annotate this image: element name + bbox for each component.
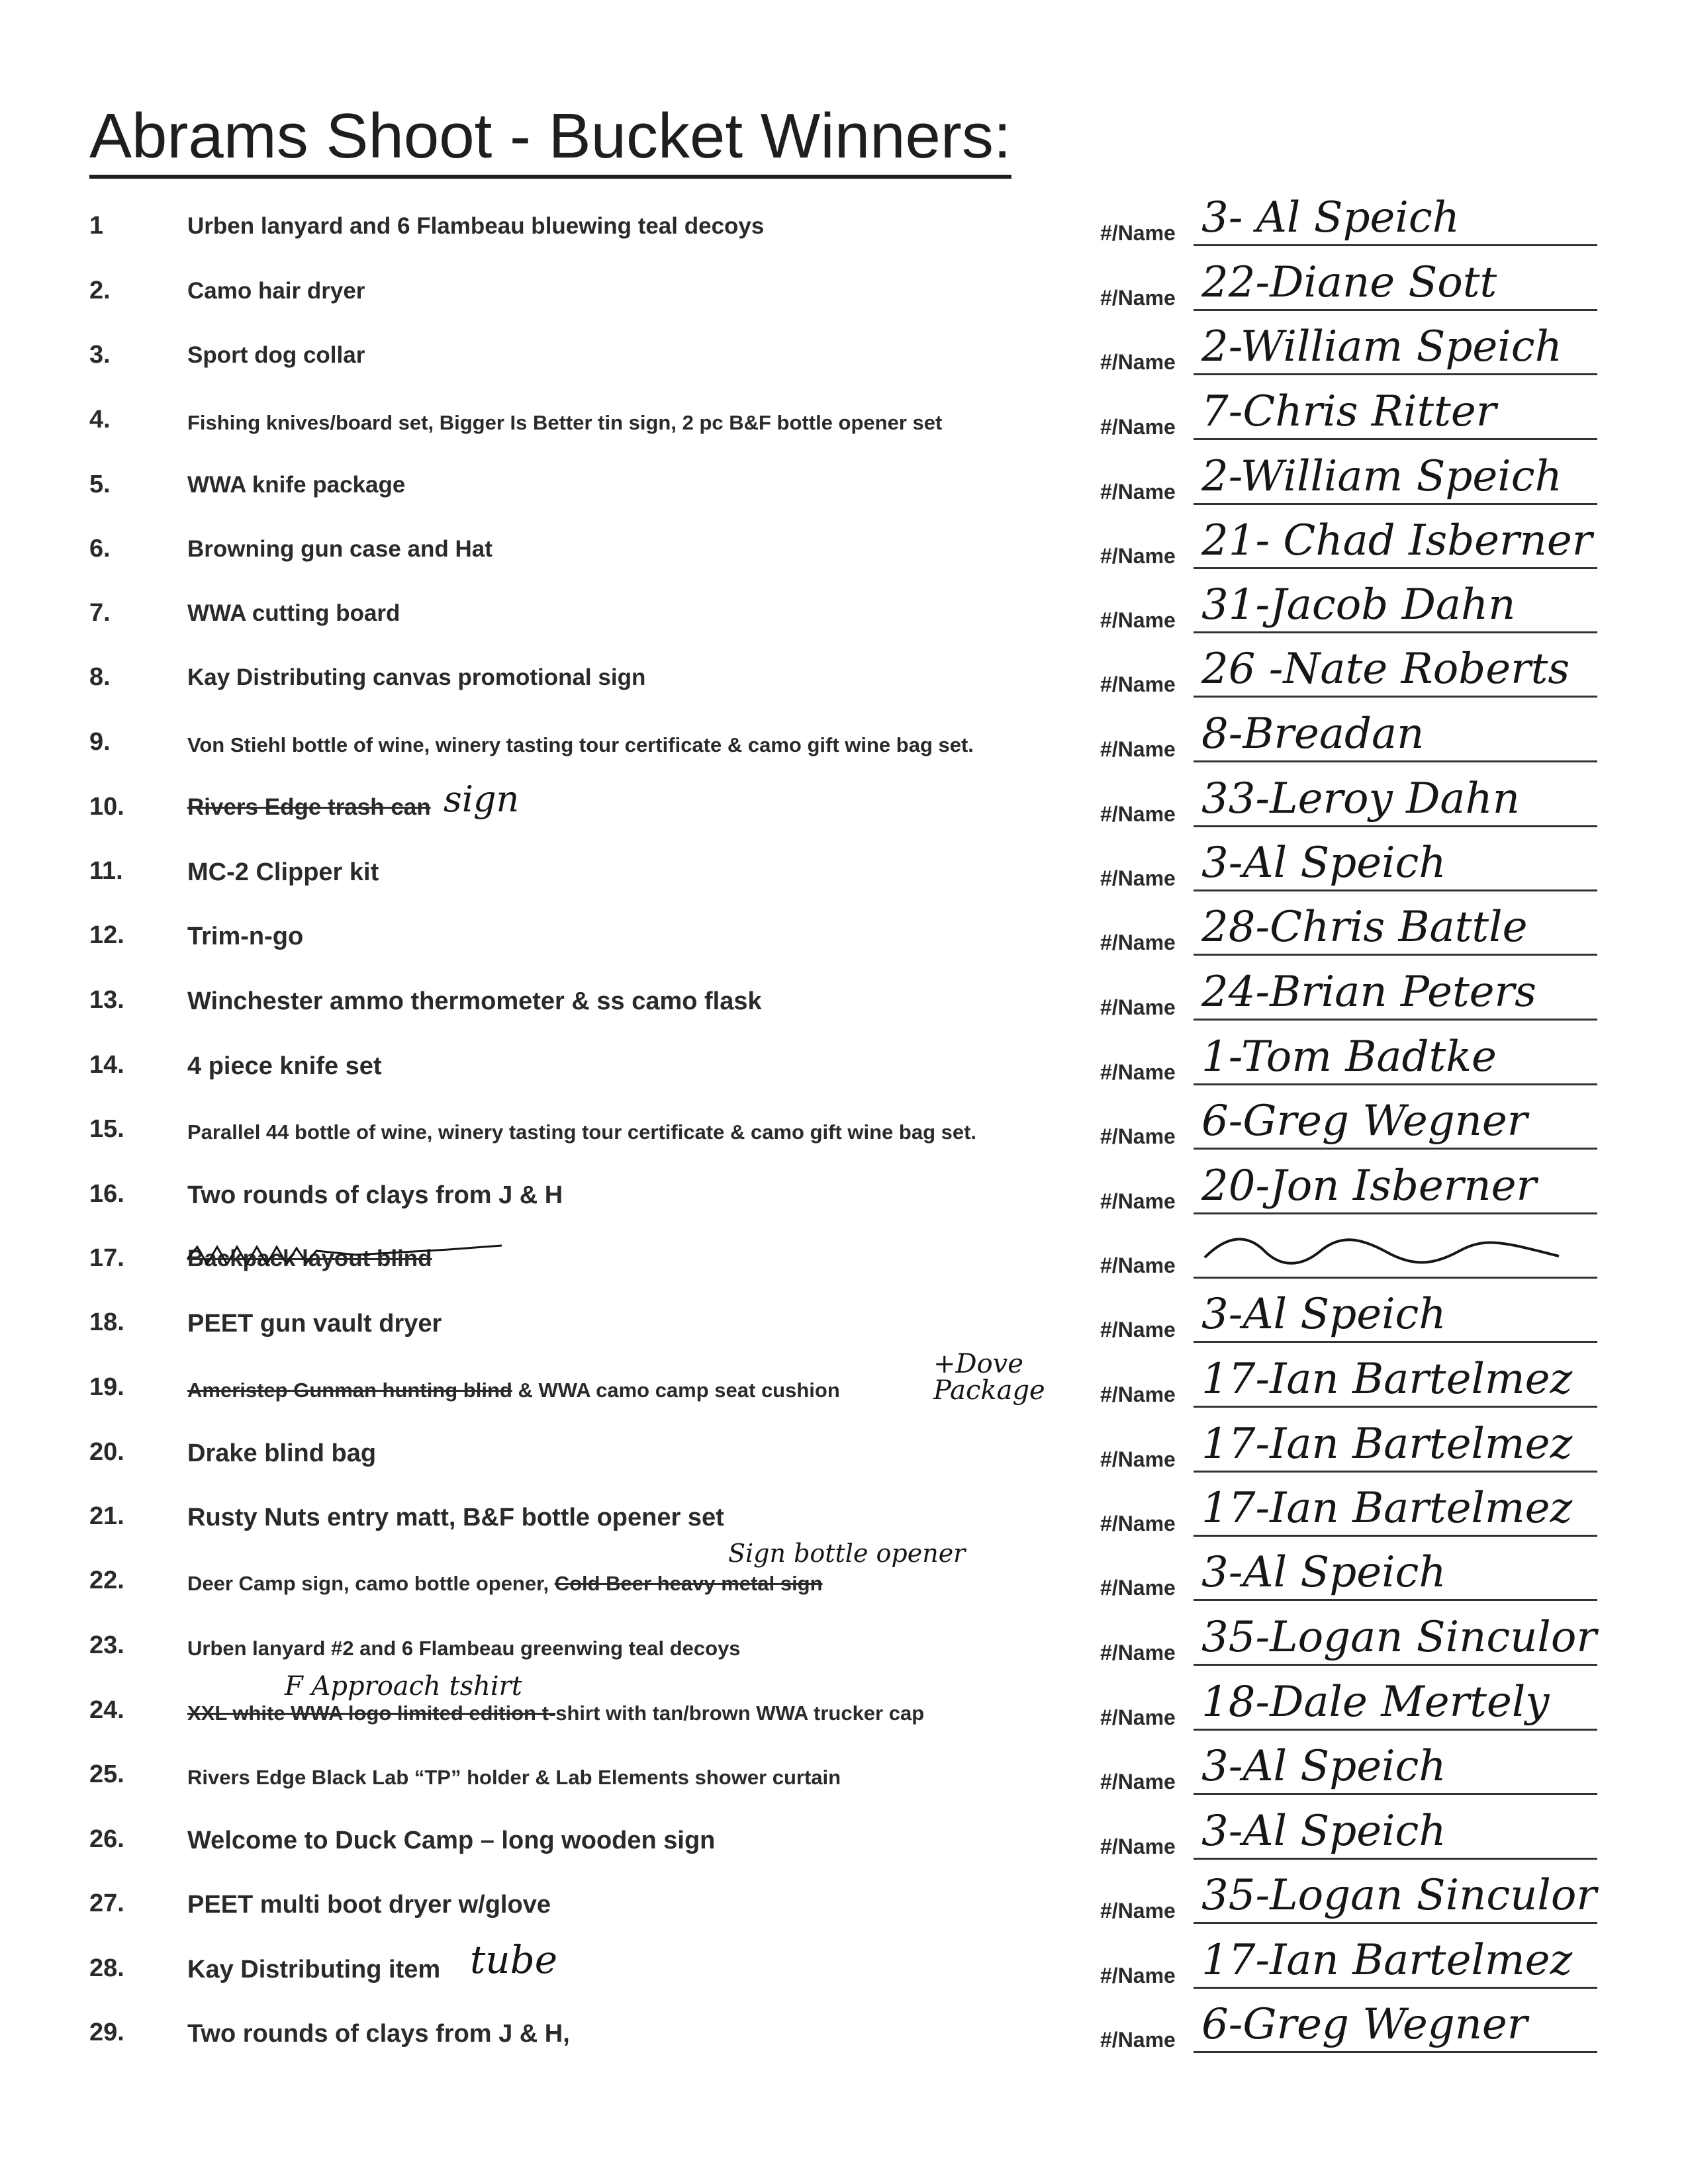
item-number: 19. xyxy=(89,1373,124,1401)
prize-text: PEET multi boot dryer w/glove xyxy=(187,1891,551,1919)
prize-description xyxy=(187,1439,376,1468)
handwritten-note: sign xyxy=(444,778,520,820)
prize-description xyxy=(187,1379,840,1402)
name-line xyxy=(1194,309,1597,311)
winner-name: 17-Ian Bartelmez xyxy=(1201,1355,1573,1404)
winner-name: 26 -Nate Roberts xyxy=(1201,645,1570,694)
name-line xyxy=(1194,954,1597,956)
prize-description xyxy=(187,536,492,563)
name-line xyxy=(1194,1535,1597,1537)
prize-text: Rusty Nuts entry matt, B&F bottle opener set xyxy=(187,1504,724,1531)
struck-text: Cold Beer heavy metal sign xyxy=(554,1572,823,1595)
name-line xyxy=(1194,1341,1597,1343)
name-label: #/Name xyxy=(1100,866,1176,890)
list-row xyxy=(0,387,1688,452)
prize-text: Deer Camp sign, camo bottle opener, xyxy=(187,1572,555,1595)
item-number: 25. xyxy=(89,1760,124,1788)
name-label: #/Name xyxy=(1100,1189,1176,1213)
name-line xyxy=(1194,1599,1597,1601)
prize-text: Welcome to Duck Camp – long wooden sign xyxy=(187,1827,716,1854)
prize-description xyxy=(187,1572,823,1596)
item-number: 21. xyxy=(89,1502,124,1530)
winner-name: 3-Al Speich xyxy=(1201,1548,1446,1597)
item-number: 27. xyxy=(89,1889,124,1917)
winner-name: 3-Al Speich xyxy=(1201,1807,1446,1856)
winner-name: 35-Logan Sinculor xyxy=(1201,1613,1597,1662)
name-line xyxy=(1194,760,1597,762)
prize-text: Drake blind bag xyxy=(187,1439,377,1467)
winner-name: 28-Chris Battle xyxy=(1201,903,1528,952)
list-row xyxy=(0,322,1688,387)
name-line xyxy=(1194,503,1597,505)
item-number: 1 xyxy=(89,212,104,240)
list-row xyxy=(0,1290,1688,1355)
name-label: #/Name xyxy=(1100,1576,1176,1600)
prize-description xyxy=(187,278,365,304)
item-number: 2. xyxy=(89,277,111,304)
name-line xyxy=(1194,567,1597,569)
name-label: #/Name xyxy=(1100,350,1176,374)
winner-name: 6-Greg Wegner xyxy=(1201,1097,1528,1146)
name-line xyxy=(1194,1019,1597,1021)
prize-description xyxy=(187,2020,570,2048)
prize-description xyxy=(187,664,645,691)
item-number: 6. xyxy=(89,535,111,563)
winner-name: 8-Breadan xyxy=(1201,709,1425,758)
prize-description xyxy=(187,600,400,627)
prize-description xyxy=(187,342,365,369)
item-number: 18. xyxy=(89,1308,124,1336)
prize-description xyxy=(187,858,379,887)
name-line xyxy=(1194,438,1597,440)
list-row xyxy=(0,1097,1688,1161)
name-line xyxy=(1194,1406,1597,1408)
prize-text: Kay Distributing canvas promotional sign xyxy=(187,664,646,690)
name-label: #/Name xyxy=(1100,1770,1176,1794)
list-row xyxy=(0,1671,1688,1743)
name-line xyxy=(1194,1471,1597,1473)
prize-text: Kay Distributing item xyxy=(187,1956,441,1983)
winner-name: 3- Al Speich xyxy=(1201,193,1460,242)
struck-text: XXL white WWA logo limited edition t- xyxy=(187,1702,556,1725)
name-line xyxy=(1194,244,1597,246)
name-line xyxy=(1194,1277,1597,1279)
list-row xyxy=(0,709,1688,774)
name-line xyxy=(1194,1858,1597,1860)
item-number: 10. xyxy=(89,793,124,821)
name-label: #/Name xyxy=(1100,544,1176,568)
prize-text: 4 piece knife set xyxy=(187,1052,382,1080)
list-row xyxy=(0,1539,1688,1613)
prize-text: Von Stiehl bottle of wine, winery tasting tour certificate & camo gift wine bag set. xyxy=(187,733,974,756)
prize-description xyxy=(187,1827,715,1855)
name-label: #/Name xyxy=(1100,1447,1176,1471)
item-number: 22. xyxy=(89,1567,124,1594)
prize-text: Sport dog collar xyxy=(187,342,365,368)
name-line xyxy=(1194,631,1597,633)
list-row xyxy=(0,839,1688,903)
name-label: #/Name xyxy=(1100,1512,1176,1535)
prize-text: shirt with tan/brown WWA trucker cap xyxy=(555,1702,925,1725)
item-number: 9. xyxy=(89,728,111,756)
winner-name: 31-Jacob Dahn xyxy=(1201,580,1516,629)
list-row xyxy=(0,1613,1688,1678)
winner-name: 17-Ian Bartelmez xyxy=(1201,1420,1573,1469)
list-row xyxy=(0,1032,1688,1097)
handwritten-note: +Dove Package xyxy=(933,1349,1045,1406)
prize-description xyxy=(187,987,762,1016)
name-line xyxy=(1194,1729,1597,1731)
prize-text: Browning gun case and Hat xyxy=(187,536,492,562)
winner-name: 3-Al Speich xyxy=(1201,839,1446,887)
winner-name: 35-Logan Sinculor xyxy=(1201,1871,1597,1920)
list-row xyxy=(0,1226,1688,1291)
prize-text: Two rounds of clays from J & H, xyxy=(187,2020,570,2048)
name-label: #/Name xyxy=(1100,1124,1176,1148)
item-number: 17. xyxy=(89,1244,124,1272)
prize-description xyxy=(187,411,942,435)
handwritten-note: Sign bottle opener xyxy=(728,1539,966,1568)
name-line xyxy=(1194,1083,1597,1085)
item-number: 7. xyxy=(89,599,111,627)
name-label: #/Name xyxy=(1100,672,1176,696)
name-line xyxy=(1194,1793,1597,1795)
name-label: #/Name xyxy=(1100,2028,1176,2052)
item-number: 23. xyxy=(89,1631,124,1659)
winner-name: 20-Jon Isberner xyxy=(1201,1161,1537,1210)
prize-text: Fishing knives/board set, Bigger Is Better tin sign, 2 pc B&F bottle opener set xyxy=(187,411,943,434)
list-row xyxy=(0,1807,1688,1872)
name-label: #/Name xyxy=(1100,286,1176,310)
list-row xyxy=(0,193,1688,258)
prize-text: Two rounds of clays from J & H xyxy=(187,1181,563,1209)
name-line xyxy=(1194,825,1597,827)
prize-text: Urben lanyard and 6 Flambeau bluewing teal decoys xyxy=(187,213,765,239)
list-row xyxy=(0,516,1688,581)
prize-text: Winchester ammo thermometer & ss camo flask xyxy=(187,987,762,1015)
name-line xyxy=(1194,1987,1597,1989)
winner-name: 3-Al Speich xyxy=(1201,1290,1446,1339)
list-row xyxy=(0,258,1688,323)
name-label: #/Name xyxy=(1100,1383,1176,1406)
prize-description xyxy=(187,1504,724,1532)
item-number: 5. xyxy=(89,471,111,498)
name-line xyxy=(1194,1148,1597,1150)
name-line xyxy=(1194,696,1597,698)
item-number: 15. xyxy=(89,1115,124,1143)
name-label: #/Name xyxy=(1100,1253,1176,1277)
name-label: #/Name xyxy=(1100,608,1176,632)
list-row xyxy=(0,1742,1688,1807)
name-line xyxy=(1194,889,1597,891)
item-number: 29. xyxy=(89,2019,124,2046)
name-label: #/Name xyxy=(1100,1641,1176,1664)
item-number: 20. xyxy=(89,1438,124,1466)
name-label: #/Name xyxy=(1100,995,1176,1019)
prize-description xyxy=(187,1766,841,1790)
winner-name: 24-Brian Peters xyxy=(1201,968,1536,1017)
list-row xyxy=(0,903,1688,968)
prize-description xyxy=(187,794,431,821)
winner-name: 17-Ian Bartelmez xyxy=(1201,1484,1573,1533)
name-label: #/Name xyxy=(1100,480,1176,504)
winner-name: 1-Tom Badtke xyxy=(1201,1032,1497,1081)
scribble-mark xyxy=(184,1239,515,1279)
name-line xyxy=(1194,373,1597,375)
name-label: #/Name xyxy=(1100,802,1176,826)
list-row xyxy=(0,1420,1688,1484)
name-label: #/Name xyxy=(1100,1835,1176,1858)
list-row xyxy=(0,774,1688,839)
name-line xyxy=(1194,1212,1597,1214)
winner-name: 18-Dale Mertely xyxy=(1201,1678,1550,1727)
prize-description xyxy=(187,1702,924,1725)
prize-description xyxy=(187,1310,442,1338)
winner-name: 21- Chad Isberner xyxy=(1201,516,1593,565)
name-label: #/Name xyxy=(1100,1899,1176,1923)
prize-description xyxy=(187,1181,563,1210)
name-line xyxy=(1194,1664,1597,1666)
winner-name: 3-Al Speich xyxy=(1201,1742,1446,1791)
prize-text: WWA cutting board xyxy=(187,600,400,626)
list-row xyxy=(0,452,1688,517)
prize-description xyxy=(187,1637,741,1661)
handwritten-note: F Approach tshirt xyxy=(285,1671,522,1702)
winner-name: 33-Leroy Dahn xyxy=(1201,774,1520,823)
prize-text: Parallel 44 bottle of wine, winery tasting tour certificate & camo gift wine bag set. xyxy=(187,1120,977,1144)
item-number: 26. xyxy=(89,1825,124,1853)
prize-description xyxy=(187,733,974,757)
prize-text: MC-2 Clipper kit xyxy=(187,858,379,886)
list-row xyxy=(0,1936,1688,2001)
name-label: #/Name xyxy=(1100,931,1176,954)
list-row xyxy=(0,580,1688,645)
name-line xyxy=(1194,1922,1597,1924)
prize-text: Urben lanyard #2 and 6 Flambeau greenwing teal decoys xyxy=(187,1637,741,1660)
name-label: #/Name xyxy=(1100,1964,1176,1987)
struck-text: Ameristep Gunman hunting blind xyxy=(187,1379,512,1402)
name-label: #/Name xyxy=(1100,221,1176,245)
winner-name: 6-Greg Wegner xyxy=(1201,2000,1528,2049)
prize-description xyxy=(187,1052,382,1081)
name-label: #/Name xyxy=(1100,1706,1176,1729)
winner-name: 17-Ian Bartelmez xyxy=(1201,1936,1573,1985)
list-row xyxy=(0,968,1688,1032)
winner-name: 2-William Speich xyxy=(1201,322,1562,371)
prize-description xyxy=(187,923,303,951)
prize-description xyxy=(187,1120,976,1144)
item-number: 11. xyxy=(89,857,123,885)
scribble-mark xyxy=(1201,1231,1572,1271)
item-number: 28. xyxy=(89,1954,124,1982)
prize-text: & WWA camo camp seat cushion xyxy=(512,1379,840,1402)
item-number: 14. xyxy=(89,1051,124,1079)
name-line xyxy=(1194,2051,1597,2053)
prize-description xyxy=(187,1891,551,1919)
prize-description xyxy=(187,213,764,240)
struck-text: Rivers Edge trash can xyxy=(187,794,431,820)
name-label: #/Name xyxy=(1100,737,1176,761)
name-label: #/Name xyxy=(1100,1060,1176,1084)
list-row xyxy=(0,1161,1688,1226)
handwritten-note: tube xyxy=(470,1937,558,1982)
item-number: 8. xyxy=(89,663,111,691)
list-row xyxy=(0,645,1688,709)
item-number: 12. xyxy=(89,921,124,949)
item-number: 13. xyxy=(89,986,124,1014)
winner-name: 22-Diane Sott xyxy=(1201,258,1497,307)
item-number: 3. xyxy=(89,341,111,369)
item-number: 24. xyxy=(89,1696,124,1724)
name-label: #/Name xyxy=(1100,1318,1176,1342)
prize-text: Rivers Edge Black Lab “TP” holder & Lab Elements shower curtain xyxy=(187,1766,841,1789)
winner-name: 2-William Speich xyxy=(1201,452,1562,501)
page-title: Abrams Shoot - Bucket Winners: xyxy=(89,99,1011,179)
list-row xyxy=(0,2000,1688,2065)
prize-description xyxy=(187,472,405,498)
prize-text: WWA knife package xyxy=(187,472,406,498)
item-number: 4. xyxy=(89,406,111,433)
prize-text: Camo hair dryer xyxy=(187,278,365,304)
name-label: #/Name xyxy=(1100,415,1176,439)
item-number: 16. xyxy=(89,1180,124,1208)
prize-text: PEET gun vault dryer xyxy=(187,1310,442,1338)
list-row xyxy=(0,1871,1688,1936)
winner-name: 7-Chris Ritter xyxy=(1201,387,1497,436)
list-row xyxy=(0,1349,1688,1420)
prize-description xyxy=(187,1956,440,1984)
struck-text: Backpack layout blind xyxy=(187,1246,432,1271)
prize-text: Trim-n-go xyxy=(187,923,304,950)
